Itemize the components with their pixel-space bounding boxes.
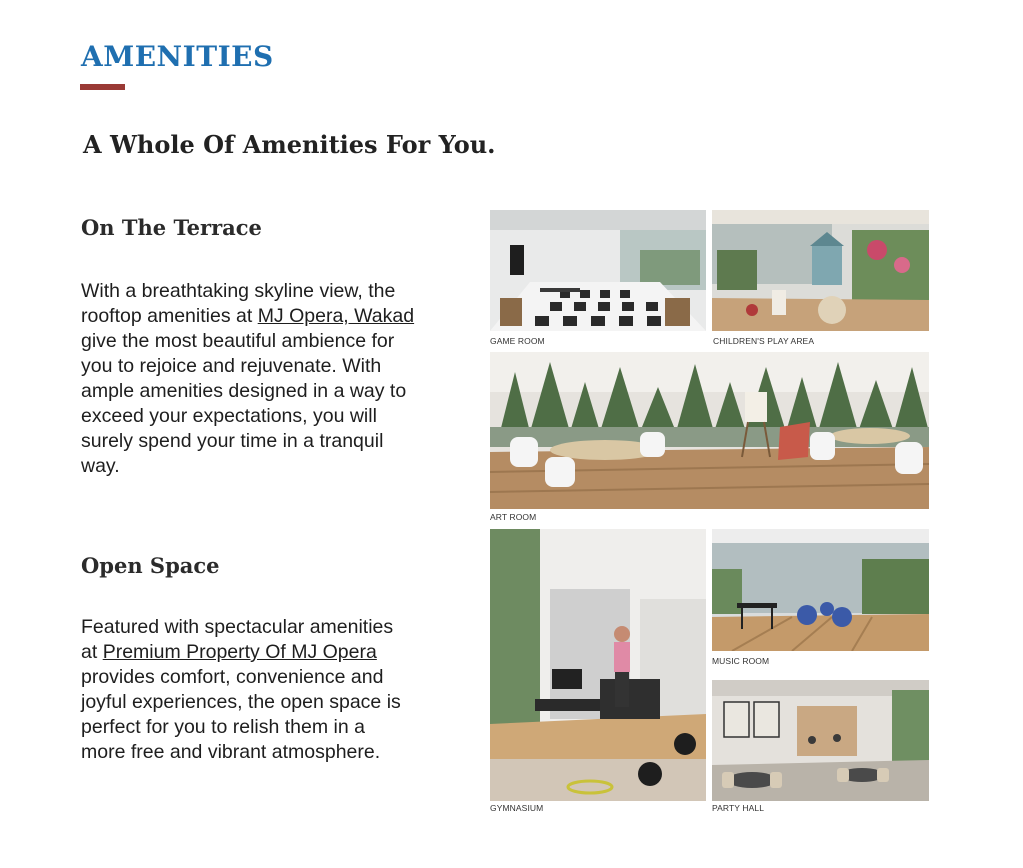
page-title: AMENITIES — [81, 40, 274, 73]
open-space-text-after: provides comfort, convenience and joyful experiences, the open space is perfect for you to relish them in a more free and vibrant atmosphere. — [81, 666, 401, 763]
terrace-text-after: give the most beautiful ambience for you to rejoice and rejuvenate. With ample amenities designed in a way to exceed your expectations, you will surely spend your time in a tranquil way. — [81, 330, 407, 477]
caption-game-room: GAME ROOM — [490, 336, 545, 346]
section-title-terrace: On The Terrace — [81, 215, 262, 240]
party-hall-image — [712, 680, 929, 801]
tagline: A Whole Of Amenities For You. — [83, 130, 496, 159]
caption-art-room: ART ROOM — [490, 512, 537, 522]
gymnasium-image — [490, 529, 706, 801]
mj-opera-wakad-link[interactable]: MJ Opera, Wakad — [257, 305, 415, 327]
art-room-image — [490, 352, 929, 509]
premium-property-link[interactable]: Premium Property Of MJ Opera — [102, 641, 377, 663]
section-title-open-space: Open Space — [81, 553, 220, 578]
terrace-text-before: With a breathtaking skyline view, the rooftop amenities at — [81, 280, 396, 327]
caption-music-room: MUSIC ROOM — [712, 656, 770, 666]
music-room-image — [712, 529, 929, 651]
caption-childrens-play-area: CHILDREN'S PLAY AREA — [713, 336, 815, 346]
section-body-open-space — [81, 615, 411, 765]
childrens-play-area-image — [712, 210, 929, 331]
caption-party-hall: PARTY HALL — [712, 803, 765, 813]
section-body-terrace — [81, 279, 421, 479]
open-space-text-before: Featured with spectacular amenities at — [81, 616, 394, 663]
game-room-image — [490, 210, 706, 331]
caption-gymnasium: GYMNASIUM — [490, 803, 544, 813]
title-underline — [80, 84, 125, 90]
